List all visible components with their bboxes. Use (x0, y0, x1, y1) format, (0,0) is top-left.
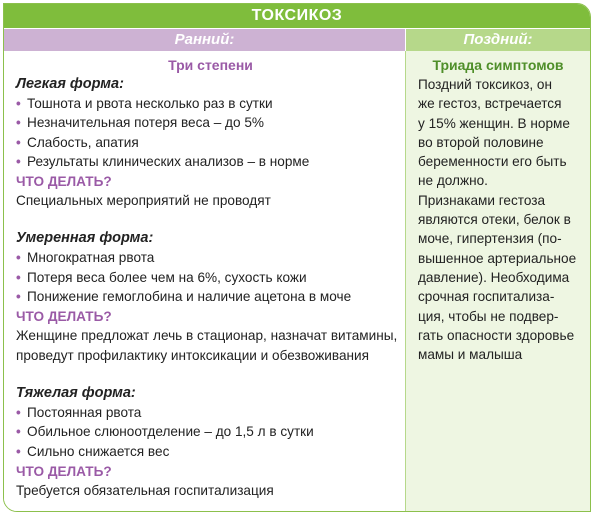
late-text-line: гать опасности здоровье (418, 327, 575, 343)
bullet-icon: • (16, 443, 21, 459)
early-subtitle: Три степени (168, 57, 253, 73)
column-headers (4, 28, 590, 51)
late-text-line: моче, гипертензия (по- (418, 231, 562, 247)
late-text-line: ция, чтобы не подвер- (418, 308, 559, 324)
late-text-line: срочная госпитализа- (418, 289, 555, 305)
list-item: • Слабость, апатия (16, 133, 405, 152)
late-text-line: мамы и малыша (418, 347, 523, 363)
late-text-line: не должно. (418, 173, 488, 189)
late-text-line: же гестоз, встречается (418, 96, 562, 112)
list-item: • Обильное слюноотделение – до 1,5 л в сутки (16, 422, 405, 441)
late-text-line: давление). Необходима (418, 269, 570, 285)
bullet-icon: • (16, 115, 21, 131)
severe-form-title: Тяжелая форма: (16, 384, 136, 401)
moderate-form-title: Умеренная форма: (16, 230, 154, 247)
bullet-icon: • (16, 404, 21, 420)
mild-form-title: Легкая форма: (16, 76, 124, 92)
bullet-icon: • (16, 96, 21, 111)
late-text-line: Поздний токсикоз, он (418, 77, 552, 92)
late-description (418, 75, 578, 364)
late-subtitle: Триада симптомов (432, 57, 564, 73)
list-item: • Потеря веса более чем на 6%, сухость кожи (16, 268, 405, 287)
list-item: • Результаты клинических анализов – в норме (16, 152, 405, 171)
mild-form-list (16, 94, 405, 171)
list-item: • Незначительная потеря веса – до 5% (16, 113, 405, 132)
mild-advice: Специальных мероприятий не проводят (16, 193, 271, 209)
list-item: • Понижение гемоглобина и наличие ацетона в моче (16, 287, 405, 306)
late-text-line: вышенное артериальное (418, 250, 577, 266)
toxicosis-card (3, 3, 591, 512)
early-column-header: Ранний: (4, 29, 405, 51)
list-item: • Сильно снижается вес (16, 442, 405, 461)
bullet-icon: • (16, 153, 21, 169)
moderate-advice-line-2: проведут профилактику интоксикации и обезвоживания (16, 347, 369, 363)
moderate-advice-line-1: Женщине предложат лечь в стационар, назначат витамины, (16, 328, 398, 344)
moderate-form-list (16, 248, 405, 306)
severe-advice: Требуется обязательная госпитализация (16, 482, 274, 498)
late-column (406, 51, 590, 511)
late-text-line: беременности его быть (418, 154, 567, 170)
late-text-line: во второй половине (418, 134, 544, 150)
early-column (4, 51, 405, 511)
severe-what-to-do-label: ЧТО ДЕЛАТЬ? (16, 463, 112, 479)
list-item: • Постоянная рвота (16, 403, 405, 422)
bullet-icon: • (16, 424, 21, 440)
late-text-line: являются отеки, белок в (418, 212, 571, 228)
moderate-what-to-do-label: ЧТО ДЕЛАТЬ? (16, 309, 112, 325)
severe-form-list (16, 403, 405, 461)
bullet-icon: • (16, 250, 21, 266)
bullet-icon: • (16, 289, 21, 305)
mild-what-to-do-label: ЧТО ДЕЛАТЬ? (16, 174, 112, 190)
bullet-icon: • (16, 134, 21, 150)
list-item: • Многократная рвота (16, 248, 405, 267)
late-text-line: Признаками гестоза (418, 192, 546, 208)
bullet-icon: • (16, 269, 21, 285)
card-title: ТОКСИКОЗ (4, 4, 590, 28)
late-column-header: Поздний: (406, 29, 590, 51)
list-item: • Тошнота и рвота несколько раз в сутки (16, 94, 405, 113)
late-text-line: у 15% женщин. В норме (418, 115, 570, 131)
